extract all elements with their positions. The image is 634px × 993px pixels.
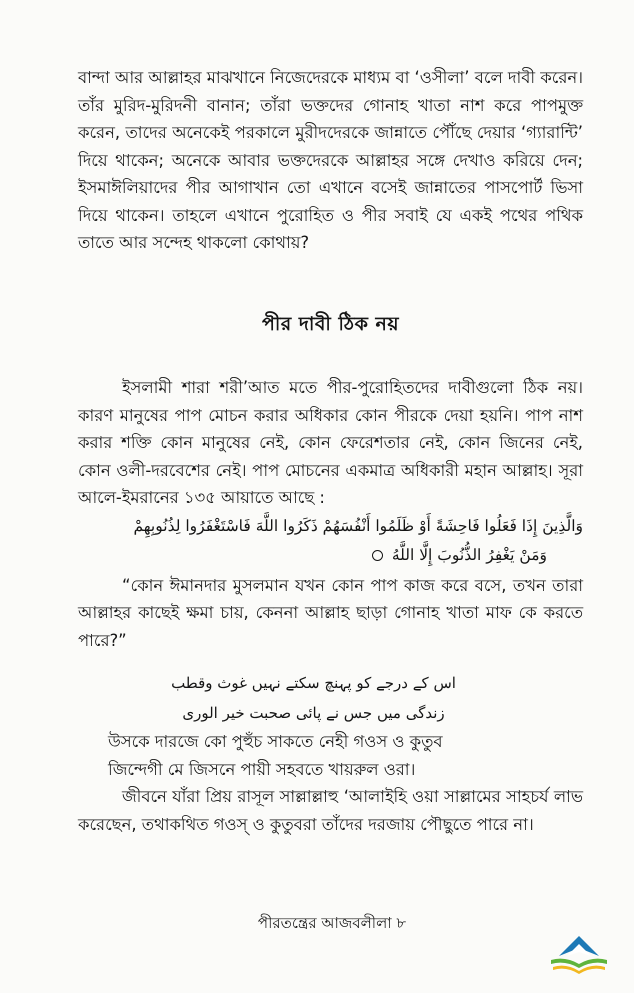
- transliteration-line-1: উসকে দারজে কো পুহুঁচ সাকতে নেহী গওস ও কুতুব: [108, 732, 443, 751]
- page-footer: [0, 912, 634, 937]
- closing-paragraph: জীবনে যাঁরা প্রিয় রাসূল সাল্লাল্লাহু ‘আলাইহি ওয়া সাল্লামের সাহচর্য লাভ করেছেন, তথাকথিত গওস্ ও কুতুবরা তাঁদের দরজায় পৌছুতে পারে না।: [78, 787, 583, 834]
- page-number: ৮: [396, 914, 407, 932]
- ayah-end-icon: [372, 550, 383, 561]
- arabic-verse-line-2: وَمَنْ يَغْفِرُ الذُّنُوبَ إِلَّا اللَّهُ: [391, 545, 547, 564]
- document-page: [78, 64, 583, 838]
- urdu-couplet-line-2: زندگی میں جس نے پائی صحبت خیر الوری: [182, 704, 445, 722]
- intro-paragraph: বান্দা আর আল্লাহর মাঝখানে নিজেদেরকে মাধ্যম বা ‘ওসীলা’ বলে দাবী করেন। তাঁর মুরিদ-মুরিদনী বানান; তাঁরা ভক্তদের গোনাহ খাতা নাশ করে পাপমুক্ত করেন, তাদের অনেকেই পরকালে মুরীদদেরকে জান্নাতে পৌঁছে দেয়ার ‘গ্যারান্টি’ দিয়ে থাকেন; অনেকে আবার ভক্তদেরকে আল্লাহর সঙ্গে দেখাও করিয়ে দেন; ইসমাঈলিয়াদের পীর আগাখান তো এখানে বসেই জান্নাতের পাসপোর্ট ভিসা দিয়ে থাকেন। তাহলে এখানে পুরোহিত ও পীর সবাই যে একই পথের পথিক তাতে আর সন্দেহ থাকলো কোথায়?: [78, 68, 583, 252]
- transliteration-line-2: জিন্দেগী মে জিসনে পায়ী সহবতে খায়রুল ওরা।: [108, 759, 416, 779]
- book-title: পীরতন্ত্রের আজবলীলা: [257, 914, 392, 932]
- section-heading: পীর দাবী ঠিক নয়: [261, 312, 400, 335]
- arabic-verse-line-2-row: [78, 541, 583, 570]
- translation-quote: “কোন ঈমানদার মুসলমান যখন কোন পাপ কাজ করে বসে, তখন তারা আল্লাহর কাছেই ক্ষমা চায়, কেননা আল্লাহ ছাড়া গোনাহ খাতা মাফ কে করতে পারে?”: [78, 575, 583, 650]
- body-paragraph: ইসলামী শারা শরী’আত মতে পীর-পুরোহিতদের দাবীগুলো ঠিক নয়। কারণ মানুষের পাপ মোচন করার অধিকার কোন পীরকে দেয়া হয়নি। পাপ নাশ করার শক্তি কোন মানুষের নেই, কোন ফেরেশতার নেই, কোন জিনের নেই, কোন ওলী-দরবেশের নেই। পাপ মোচনের একমাত্র অধিকারী মহান আল্লাহ। সূরা আলে-ইমরানের ১৩৫ আয়াতে আছে :: [78, 378, 583, 507]
- arabic-verse-line-1: وَالَّذِينَ إِذَا فَعَلُوا فَاحِشَةً أَوْ ظَلَمُوا أَنْفُسَهُمْ ذَكَرُوا اللَّهَ فَاسْتَغْفَرُوا لِذُنُوبِهِمْ: [133, 516, 583, 535]
- urdu-couplet-line-1: اس کے درجے کو پہنچ سکتے نہیں غوث وقطب: [171, 674, 456, 692]
- publisher-logo-icon: [545, 930, 613, 980]
- quran-verse: [78, 512, 583, 570]
